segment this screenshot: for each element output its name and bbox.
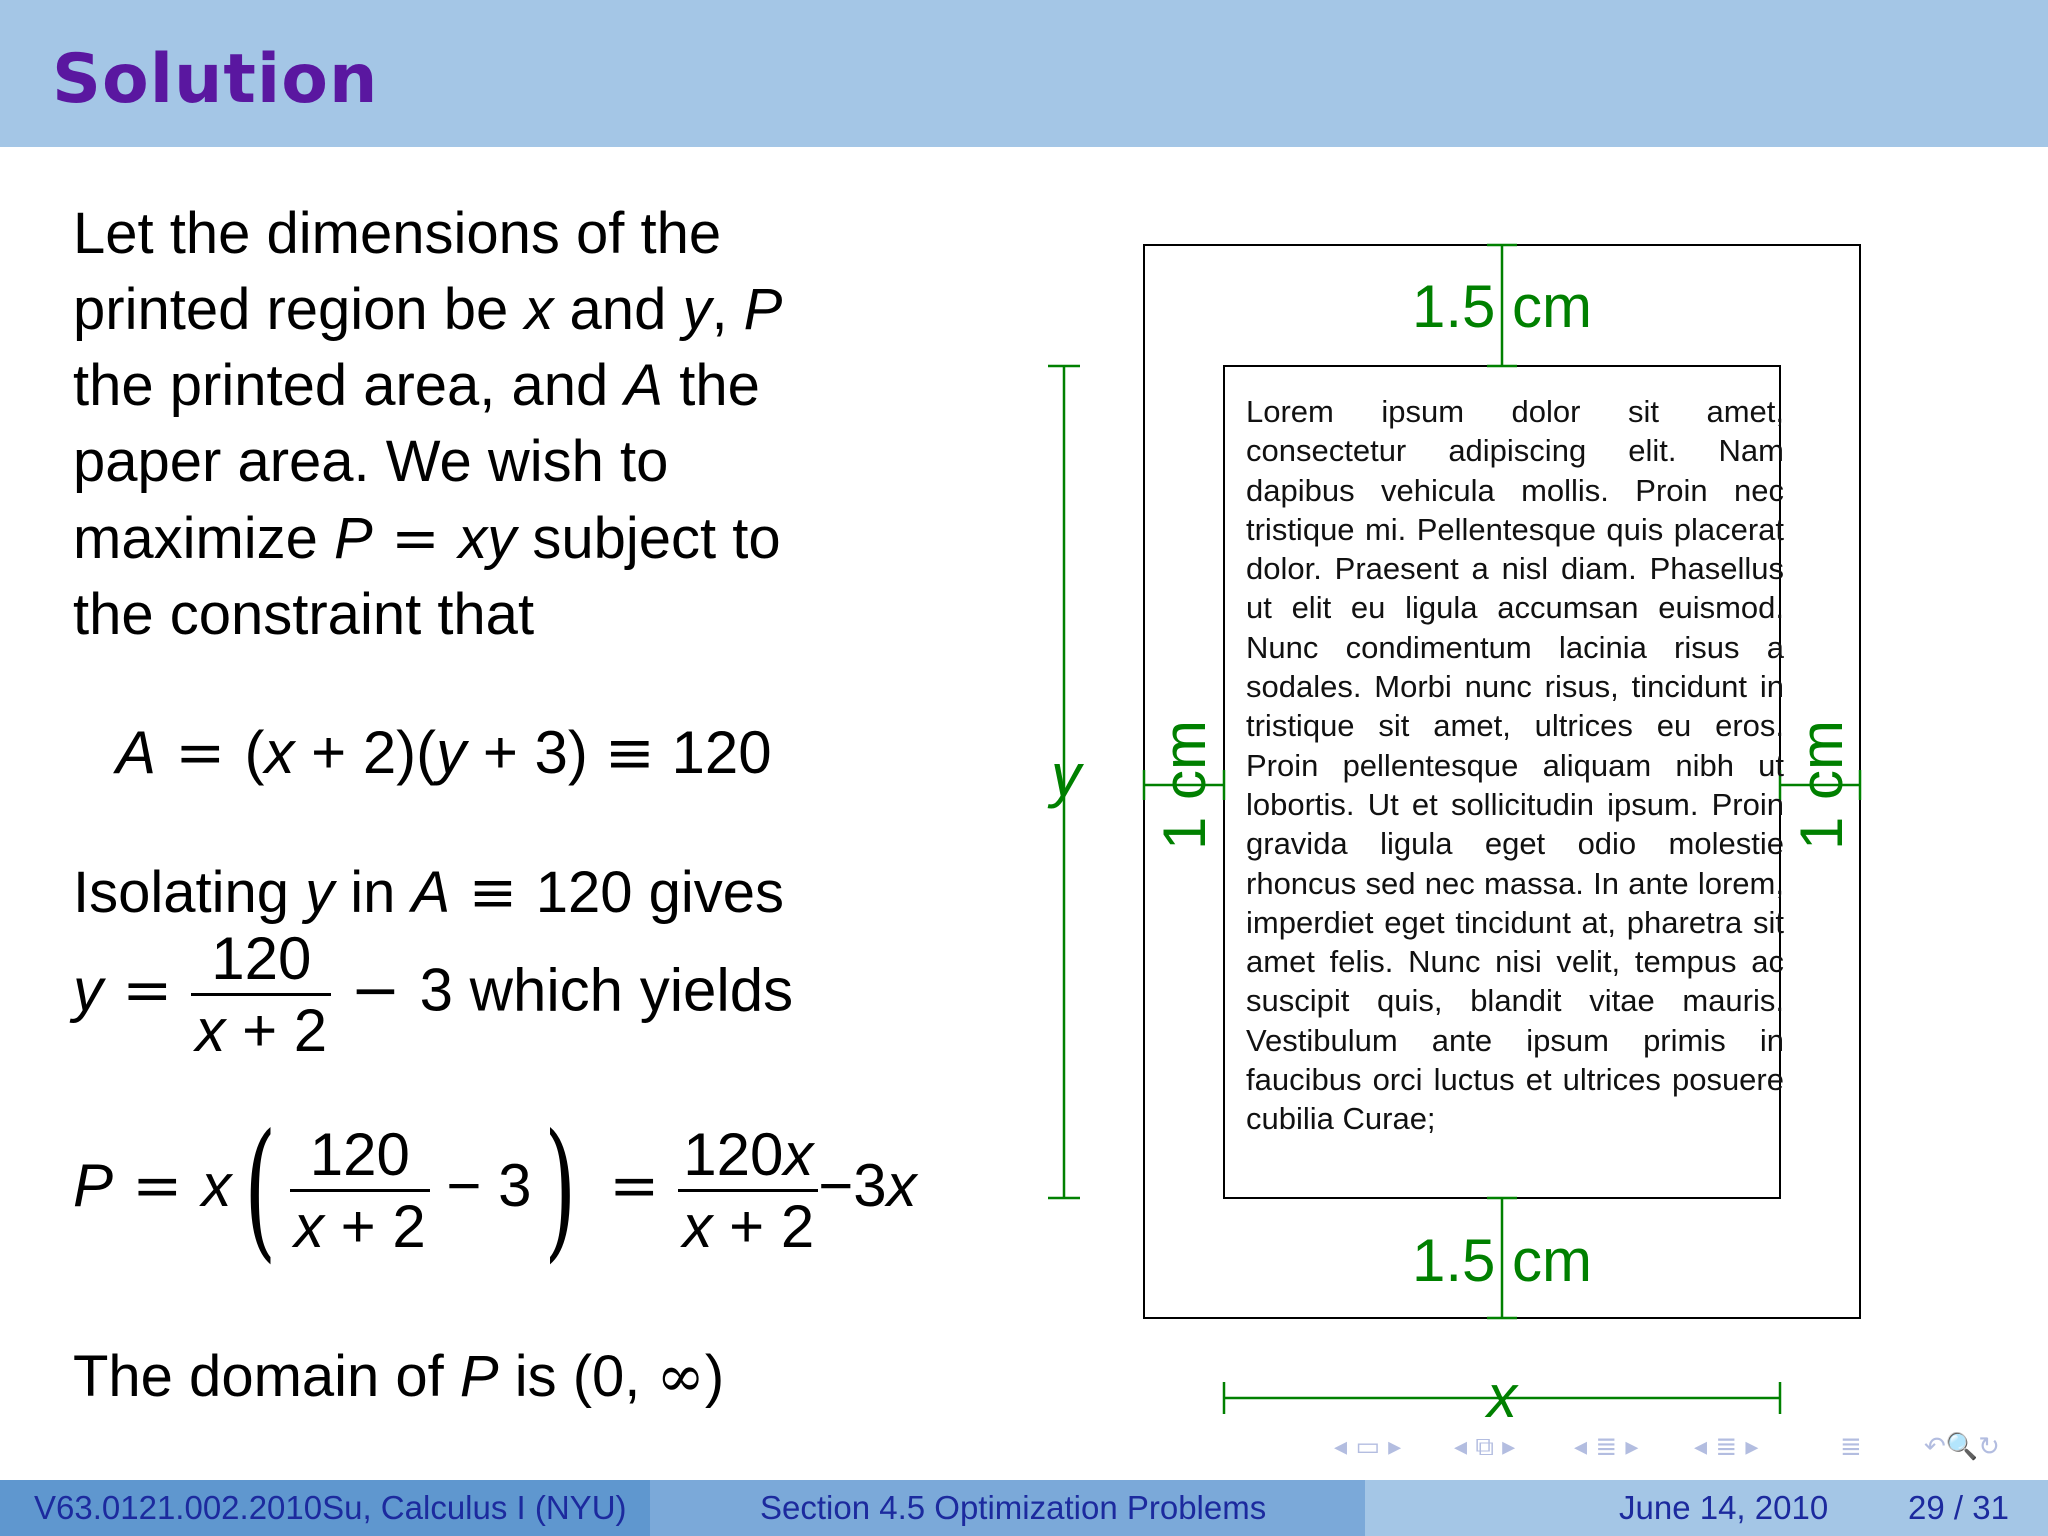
var-x: x [783, 1120, 814, 1188]
var-y: y [73, 956, 103, 1024]
equals-sign: = [103, 955, 192, 1026]
var-x: x [293, 1192, 324, 1260]
footer-date: June 14, 2010 [1619, 1489, 1829, 1526]
text: Isolating [73, 860, 306, 925]
nav-section-end-icon[interactable]: ◂ ≣ ▸ [1694, 1432, 1759, 1462]
footer-section: Section 4.5 Optimization Problems [650, 1480, 1365, 1536]
var-y: y [305, 860, 335, 925]
term: −3 [818, 1151, 887, 1219]
intro-text: , [711, 277, 744, 342]
var-x: x [264, 719, 295, 786]
nav-frame-icon[interactable]: ◂ ▭ ▸ [1334, 1432, 1402, 1462]
term: + 3) [466, 719, 605, 786]
var-x: x [195, 997, 226, 1064]
nav-section-icon[interactable]: ◂ ≣ ▸ [1574, 1432, 1639, 1462]
equals-sign: = [113, 1150, 202, 1221]
numerator: 120 [211, 925, 312, 992]
intro-text: the printed area, and [73, 353, 625, 418]
intro-line: Let the dimensions of the [73, 201, 722, 266]
term: − 3 [429, 1151, 532, 1219]
text: The domain of [73, 1344, 460, 1409]
left-big-paren: ( [244, 1103, 277, 1277]
paren: ( [244, 719, 265, 786]
equals-sign: = [590, 1150, 679, 1221]
intro-text: maximize [73, 506, 335, 571]
text: in [334, 860, 412, 925]
intro-text: the [663, 353, 760, 418]
nav-menu-icon[interactable]: ≣ [1840, 1432, 1862, 1462]
infinity-symbol: ∞ [656, 1342, 705, 1410]
equiv-sign: ≡ [450, 858, 536, 926]
var-y: y [682, 277, 712, 342]
nav-search-undo-icon[interactable]: ↶🔍↻ [1924, 1432, 2000, 1462]
var-P: P [73, 1151, 114, 1219]
lorem-ipsum-text: Lorem ipsum dolor sit amet, consectetur adipiscing elit. Nam dapibus vehicula mollis. Proin nec tristique mi. Pellentesque quis placerat dolor. Praesent a nisl diam. Phasellus ut elit eu ligula accumsan euismod. Nunc condimentum lacinia risus a sodales. Morbi nunc risus, tincidunt in tristique sit amet, ultrices eu eros. Proin pellentesque aliquam nibh ut lobortis. Ut et sollicitudin ipsum. Proin gravida ligula eget odio molestie rhoncus sed nec massa. In ante lorem, imperdiet eget tincidunt at, pharetra sit amet felis. Nunc nisi velit, tempus ac suscipit quis, blandit vitae mauris. Vestibulum ante ipsum primis in faucibus orci luctus et ultrices posuere cubilia Curae; [1246, 394, 1784, 1137]
equiv-sign: ≡ [604, 718, 655, 788]
intro-text: printed region be [73, 277, 525, 342]
minus-sign: − [331, 955, 420, 1026]
width-label: x [1487, 1363, 1517, 1430]
equals-sign: = [156, 718, 245, 788]
var-x: x [524, 277, 554, 342]
footer-right [1365, 1480, 2048, 1536]
term: + 2 [712, 1192, 815, 1260]
var-x: x [682, 1192, 713, 1260]
intro-text: and [553, 277, 683, 342]
value: 120 [683, 1120, 784, 1188]
var-P: P [459, 1344, 499, 1409]
right-margin-label: 1 cm [1788, 719, 1855, 851]
left-margin-label: 1 cm [1151, 719, 1218, 851]
numerator: 120 [309, 1120, 410, 1188]
term: + 2 [323, 1192, 426, 1260]
term: + 2 [225, 997, 328, 1064]
var-x: x [201, 1151, 232, 1219]
var-A: A [624, 353, 664, 418]
bottom-margin-label: 1.5 cm [1411, 1227, 1593, 1294]
var-xy: xy [458, 506, 517, 571]
footer-course: V63.0121.002.2010Su, Calculus I (NYU) [0, 1480, 650, 1536]
text: 3 which yields [419, 956, 794, 1024]
text: is (0, [498, 1344, 657, 1409]
footer-bar [0, 1480, 2048, 1536]
frame-title: Solution [52, 40, 379, 119]
footer-page-number: 29 / 31 [1908, 1489, 2009, 1526]
var-P: P [743, 277, 783, 342]
intro-line: the constraint that [73, 582, 535, 647]
height-label: y [1051, 742, 1081, 809]
term: + 2)( [294, 719, 437, 786]
intro-line: paper area. We wish to [73, 429, 669, 494]
var-x: x [886, 1151, 917, 1219]
var-y: y [436, 719, 467, 786]
var-A: A [116, 719, 157, 786]
top-margin-label: 1.5 cm [1411, 273, 1593, 340]
value: 120 [654, 719, 772, 786]
var-P: P [334, 506, 373, 571]
var-A: A [411, 860, 451, 925]
nav-subsection-icon[interactable]: ◂ ⧉ ▸ [1454, 1432, 1516, 1462]
intro-text: subject to [516, 506, 781, 571]
right-big-paren: ) [544, 1103, 577, 1277]
text: 120 gives [535, 860, 784, 925]
text: ) [704, 1344, 725, 1409]
equals-sign: = [372, 504, 459, 572]
